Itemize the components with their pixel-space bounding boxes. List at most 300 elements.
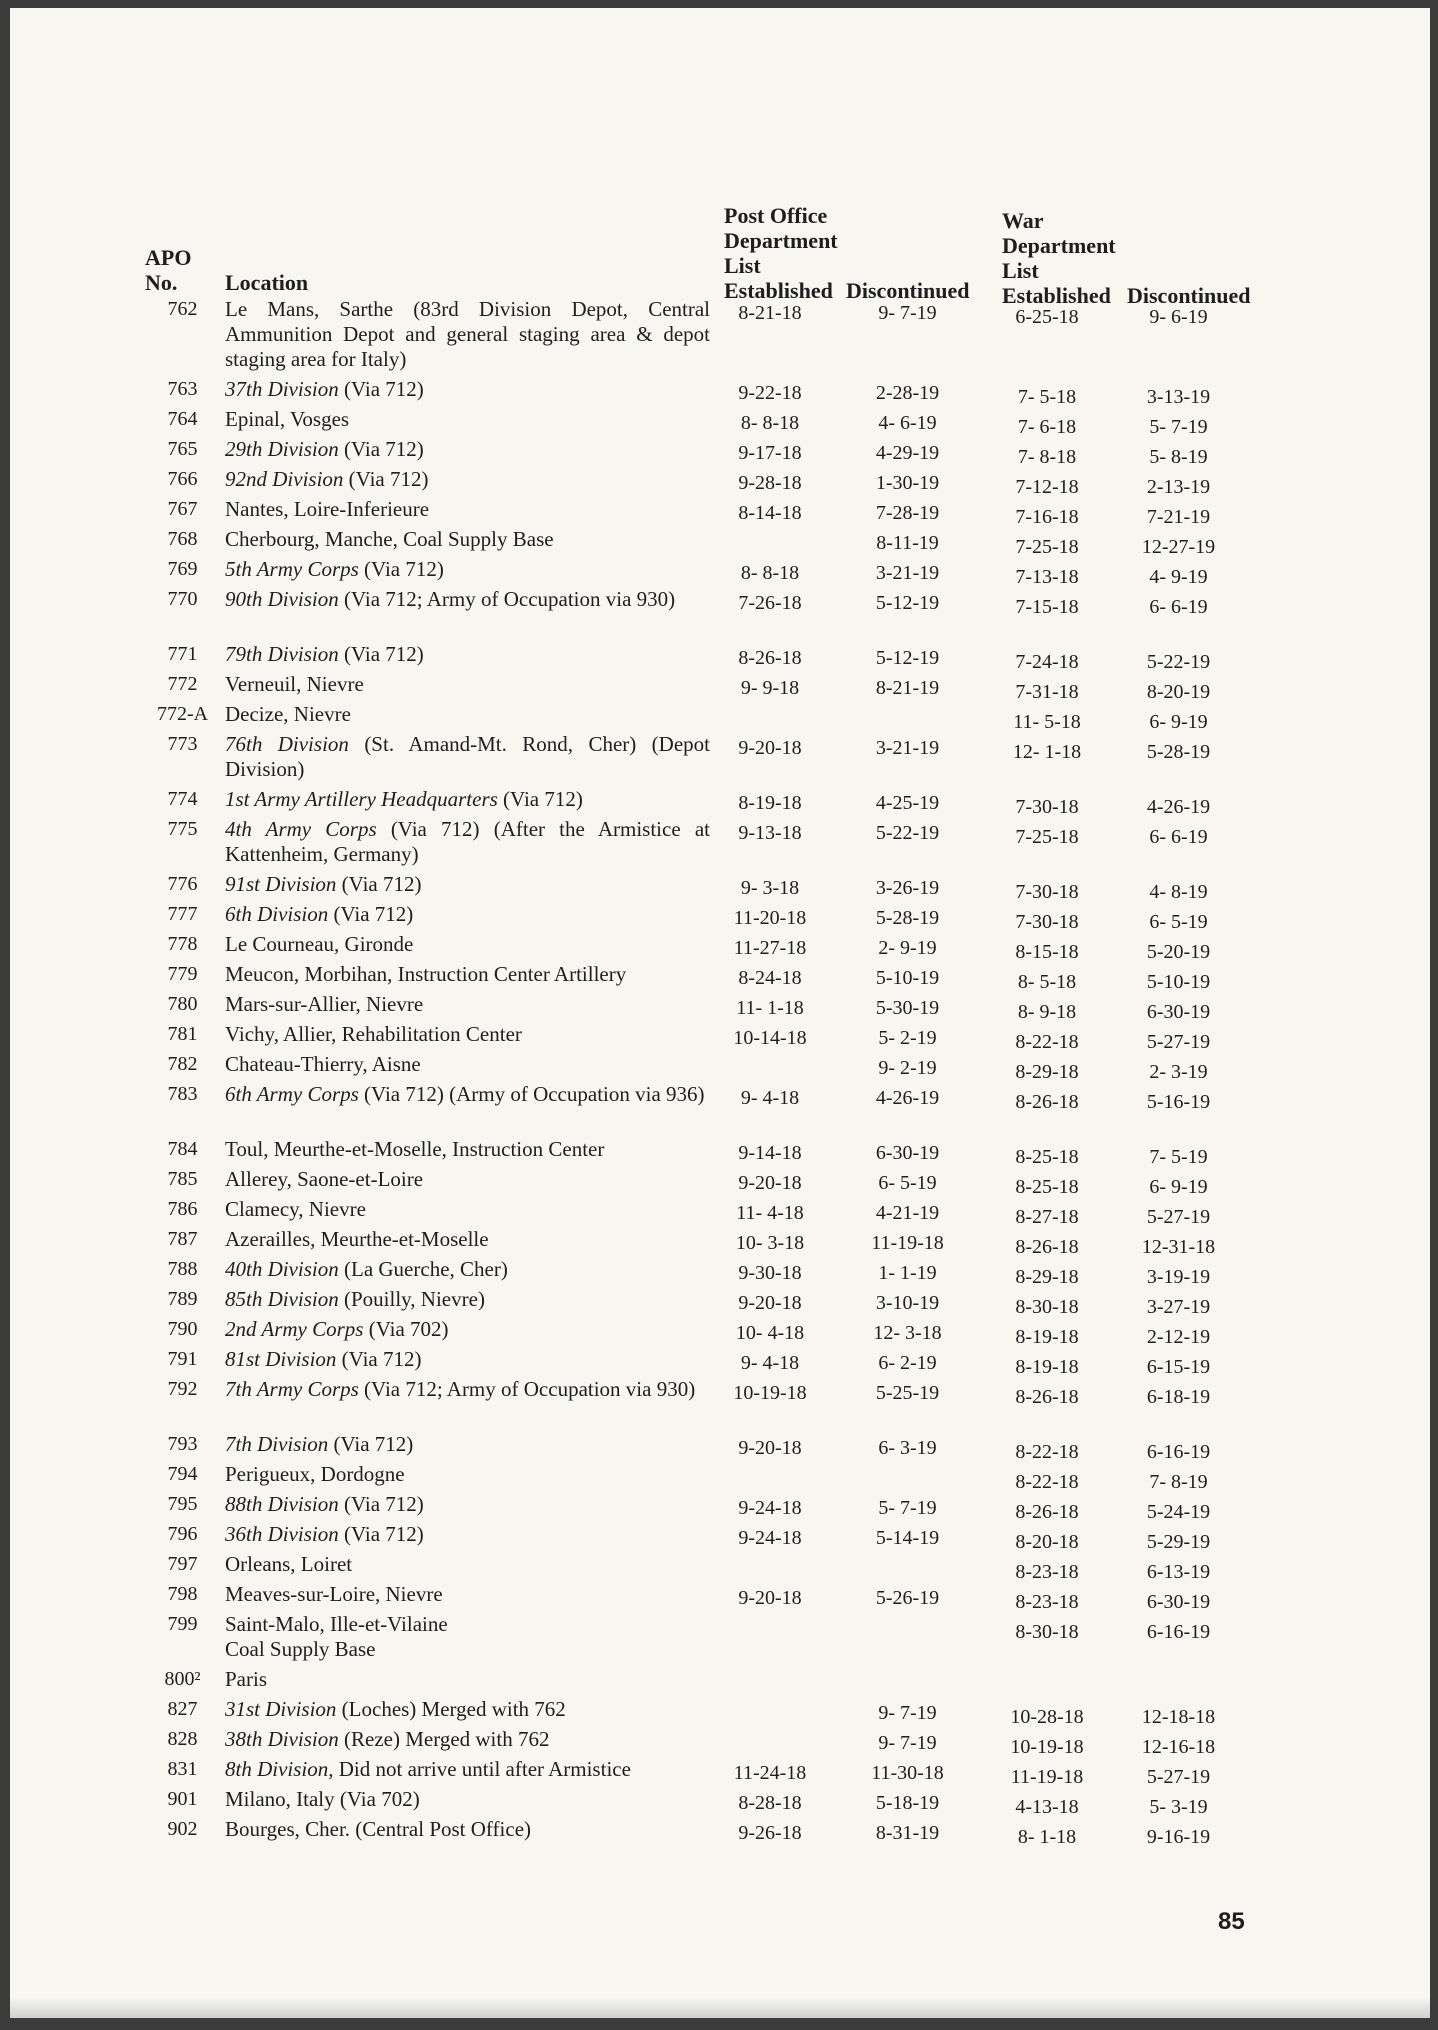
wd-established-date: 8-26-18 — [1015, 1236, 1079, 1258]
wd-established-date: 10-28-18 — [1010, 1706, 1084, 1728]
location-text: (Via 712) — [328, 1432, 414, 1456]
location-text: (Via 712) (Army of Occupation via 936) — [358, 1082, 705, 1106]
unit-name: 1st Army Artillery Headquarters — [225, 787, 498, 811]
location-text: Cherbourg, Manche, Coal Supply Base — [225, 527, 554, 551]
po-discontinued-date: 5-12-19 — [875, 592, 940, 614]
wd-established-date: 8-25-18 — [1015, 1146, 1079, 1168]
wd-established-date: 8-29-18 — [1015, 1061, 1079, 1083]
po-established-date: 9- 4-18 — [740, 1352, 800, 1374]
location-text: Vichy, Allier, Rehabilitation Center — [225, 1022, 522, 1046]
location-text: (Via 712) — [338, 377, 424, 401]
unit-name: 90th Division — [225, 587, 339, 611]
location-text: (La Guerche, Cher) — [338, 1257, 508, 1281]
po-established-date: 10-14-18 — [733, 1027, 807, 1049]
apo-number: 773 — [167, 733, 198, 755]
table-row — [10, 407, 1430, 437]
location-cell — [225, 1317, 710, 1342]
location-text: Perigueux, Dordogne — [225, 1462, 405, 1486]
po-discontinued-date: 4- 6-19 — [878, 412, 937, 434]
po-established-date: 9-24-18 — [738, 1497, 802, 1519]
po-established-date: 11-24-18 — [733, 1762, 807, 1784]
location-text: Did not arrive until after Armistice — [333, 1757, 631, 1781]
location-cell — [225, 1522, 710, 1547]
wd-discontinued-date: 7-21-19 — [1146, 506, 1211, 528]
table-row — [10, 1287, 1430, 1317]
wd-discontinued-date: 5-16-19 — [1146, 1091, 1211, 1113]
location-cell — [225, 1197, 710, 1222]
wd-discontinued-date: 5-27-19 — [1146, 1206, 1211, 1228]
apo-number: 795 — [167, 1493, 198, 1515]
po-established-date: 9-14-18 — [738, 1142, 802, 1164]
location-cell — [225, 872, 710, 897]
table-row — [10, 1697, 1430, 1727]
apo-number: 782 — [167, 1053, 198, 1075]
location-cell — [225, 962, 710, 987]
table-row — [10, 787, 1430, 817]
apo-number: 827 — [167, 1698, 198, 1720]
location-cell — [225, 557, 710, 582]
wd-established-date: 8-19-18 — [1015, 1356, 1079, 1378]
unit-name: 4th Army Corps — [225, 817, 377, 841]
location-cell — [225, 817, 710, 867]
po-established-date: 9-28-18 — [738, 472, 802, 494]
wd-established-date: 8-26-18 — [1015, 1386, 1079, 1408]
location-text: Meaves-sur-Loire, Nievre — [225, 1582, 443, 1606]
apo-number: 775 — [167, 818, 198, 840]
wd-established-date: 8-27-18 — [1015, 1206, 1079, 1228]
apo-number: 769 — [167, 558, 198, 580]
po-discontinued-date: 11-30-18 — [871, 1762, 944, 1784]
unit-name: 40th Division — [225, 1257, 339, 1281]
wd-established-date: 6-25-18 — [1015, 306, 1079, 328]
unit-name: 7th Division — [225, 1432, 329, 1456]
location-cell — [225, 1052, 710, 1077]
wd-discontinued-date: 6-15-19 — [1146, 1356, 1211, 1378]
wd-discontinued-date: 5- 3-19 — [1149, 1796, 1208, 1818]
table-row — [10, 1317, 1430, 1347]
apo-number: 780 — [167, 993, 198, 1015]
wd-established-date: 4-13-18 — [1015, 1796, 1079, 1818]
location-text: Verneuil, Nievre — [225, 672, 364, 696]
unit-name: 2nd Army Corps — [225, 1317, 364, 1341]
table-row — [10, 1787, 1430, 1817]
location-cell — [225, 1817, 710, 1842]
wd-discontinued-date: 9-16-19 — [1146, 1826, 1211, 1848]
wd-established-date: 8-30-18 — [1015, 1621, 1079, 1643]
apo-number: 828 — [167, 1728, 198, 1750]
header-po-discontinued: Discontinued — [846, 278, 970, 303]
po-discontinued-date: 5-10-19 — [875, 967, 940, 989]
wd-established-date: 11- 5-18 — [1013, 711, 1081, 733]
location-text: (Loches) Merged with 762 — [336, 1697, 566, 1721]
location-cell — [225, 1227, 710, 1252]
wd-established-date: 7- 5-18 — [1017, 386, 1077, 408]
location-text: (Via 712) — [358, 557, 444, 581]
apo-table-body — [10, 297, 1430, 1847]
wd-discontinued-date: 5-27-19 — [1146, 1031, 1211, 1053]
location-text: (Via 702) — [363, 1317, 449, 1341]
table-row — [10, 1137, 1430, 1167]
table-row — [10, 437, 1430, 467]
location-cell — [225, 1137, 710, 1162]
location-cell — [225, 732, 710, 782]
wd-established-date: 8-22-18 — [1015, 1031, 1079, 1053]
location-text: Paris — [225, 1667, 267, 1691]
po-established-date: 9-20-18 — [738, 737, 802, 759]
unit-name: 92nd Division — [225, 467, 344, 491]
page-number: 85 — [1218, 1908, 1245, 1935]
po-discontinued-date: 5-25-19 — [875, 1382, 940, 1404]
wd-discontinued-date: 9- 6-19 — [1149, 306, 1208, 328]
po-discontinued-date: 5-22-19 — [875, 822, 940, 844]
wd-established-date: 8-23-18 — [1015, 1591, 1079, 1613]
apo-number: 784 — [167, 1138, 198, 1160]
wd-discontinued-date: 12-18-18 — [1141, 1706, 1216, 1728]
apo-number: 778 — [167, 933, 198, 955]
po-established-date: 9-24-18 — [738, 1527, 802, 1549]
po-established-date: 8- 8-18 — [740, 562, 800, 584]
wd-discontinued-date: 6-30-19 — [1146, 1591, 1211, 1613]
wd-discontinued-date: 7- 8-19 — [1149, 1471, 1208, 1493]
po-established-date: 8-19-18 — [738, 792, 802, 814]
wd-established-date: 11-19-18 — [1010, 1766, 1084, 1788]
po-established-date: 8- 8-18 — [740, 412, 800, 434]
wd-discontinued-date: 6- 9-19 — [1149, 711, 1208, 733]
wd-established-date: 7-31-18 — [1015, 681, 1079, 703]
apo-number: 902 — [167, 1818, 198, 1840]
table-row — [10, 1377, 1430, 1432]
table-row — [10, 527, 1430, 557]
apo-number: 770 — [167, 588, 198, 610]
po-discontinued-date: 5-12-19 — [875, 647, 940, 669]
wd-established-date: 8- 9-18 — [1017, 1001, 1077, 1023]
po-discontinued-date: 3-21-19 — [875, 737, 940, 759]
wd-discontinued-date: 4- 8-19 — [1149, 881, 1208, 903]
po-discontinued-date: 3-10-19 — [875, 1292, 940, 1314]
wd-established-date: 7-16-18 — [1015, 506, 1079, 528]
wd-discontinued-date: 3-27-19 — [1146, 1296, 1211, 1318]
location-cell — [225, 1377, 710, 1402]
table-row — [10, 1582, 1430, 1612]
po-discontinued-date: 5-30-19 — [875, 997, 940, 1019]
table-row — [10, 1522, 1430, 1552]
table-header — [10, 203, 1430, 308]
po-established-date: 8-28-18 — [738, 1792, 802, 1814]
po-established-date: 10-19-18 — [733, 1382, 807, 1404]
wd-discontinued-date: 2-13-19 — [1146, 476, 1211, 498]
table-row — [10, 1492, 1430, 1522]
apo-number: 800² — [164, 1668, 201, 1690]
location-text: (Via 712) — [338, 642, 424, 666]
location-cell — [225, 1552, 710, 1577]
po-discontinued-date: 7-28-19 — [875, 502, 940, 524]
table-row — [10, 297, 1430, 377]
po-established-date: 9-20-18 — [738, 1587, 802, 1609]
document-page — [10, 8, 1430, 2018]
table-row — [10, 1552, 1430, 1582]
po-discontinued-date: 6- 3-19 — [878, 1437, 937, 1459]
wd-established-date: 7-24-18 — [1015, 651, 1079, 673]
po-established-date: 11-20-18 — [733, 907, 807, 929]
unit-name: 88th Division — [225, 1492, 339, 1516]
apo-number: 787 — [167, 1228, 198, 1250]
header-wd-established: Established — [1002, 283, 1111, 308]
location-text: (Via 712) — [338, 437, 424, 461]
unit-name: 8th Division, — [225, 1757, 334, 1781]
table-row — [10, 1462, 1430, 1492]
wd-discontinued-date: 5-27-19 — [1146, 1766, 1211, 1788]
location-text: (St. Amand-Mt. Rond, Cher) (Depot Division) — [225, 732, 710, 781]
location-cell — [225, 992, 710, 1017]
apo-number: 768 — [167, 528, 198, 550]
location-text: (Via 712) — [338, 1522, 424, 1546]
apo-number: 788 — [167, 1258, 198, 1280]
wd-discontinued-date: 6-16-19 — [1146, 1621, 1211, 1643]
table-row — [10, 1052, 1430, 1082]
table-row — [10, 1227, 1430, 1257]
po-established-date: 11- 4-18 — [736, 1202, 804, 1224]
wd-established-date: 8-26-18 — [1015, 1091, 1079, 1113]
po-discontinued-date: 2- 9-19 — [878, 937, 937, 959]
wd-discontinued-date: 6-16-19 — [1146, 1441, 1211, 1463]
location-cell — [225, 1432, 710, 1457]
wd-established-date: 7- 8-18 — [1017, 446, 1077, 468]
table-row — [10, 642, 1430, 672]
apo-number: 764 — [167, 408, 198, 430]
header-apo: APO No. — [145, 245, 192, 295]
location-cell — [225, 642, 710, 667]
po-discontinued-date: 12- 3-18 — [873, 1322, 942, 1344]
po-discontinued-date: 6-30-19 — [875, 1142, 940, 1164]
header-war-department-list: War Department List — [1002, 208, 1116, 283]
po-discontinued-date: 5- 2-19 — [878, 1027, 937, 1049]
wd-established-date: 10-19-18 — [1010, 1736, 1084, 1758]
wd-discontinued-date: 6-18-19 — [1146, 1386, 1211, 1408]
table-row — [10, 872, 1430, 902]
apo-number: 831 — [167, 1758, 198, 1780]
location-text: (Via 712) — [338, 1492, 424, 1516]
po-established-date: 8-21-18 — [738, 302, 802, 324]
apo-number: 789 — [167, 1288, 198, 1310]
po-discontinued-date: 8-21-19 — [875, 677, 940, 699]
unit-name: 29th Division — [225, 437, 339, 461]
po-discontinued-date: 3-21-19 — [875, 562, 940, 584]
apo-number: 794 — [167, 1463, 198, 1485]
po-established-date: 9-30-18 — [738, 1262, 802, 1284]
location-text: Le Courneau, Gironde — [225, 932, 414, 956]
location-cell — [225, 1582, 710, 1607]
po-discontinued-date: 9- 7-19 — [878, 1732, 937, 1754]
table-row — [10, 1197, 1430, 1227]
apo-number: 767 — [167, 498, 198, 520]
location-text: Chateau-Thierry, Aisne — [225, 1052, 421, 1076]
location-cell — [225, 1462, 710, 1487]
location-text: (Via 712; Army of Occupation via 930) — [338, 587, 676, 611]
wd-discontinued-date: 4- 9-19 — [1149, 566, 1208, 588]
location-text: Nantes, Loire-Inferieure — [225, 497, 430, 521]
apo-number: 783 — [167, 1083, 198, 1105]
po-established-date: 11- 1-18 — [736, 997, 804, 1019]
apo-number: 772 — [167, 673, 198, 695]
location-cell — [225, 437, 710, 462]
po-established-date: 9-20-18 — [738, 1292, 802, 1314]
wd-discontinued-date: 5-24-19 — [1146, 1501, 1211, 1523]
location-text: Milano, Italy (Via 702) — [225, 1787, 420, 1811]
table-row — [10, 817, 1430, 872]
wd-established-date: 7-13-18 — [1015, 566, 1079, 588]
table-row — [10, 1612, 1430, 1667]
wd-discontinued-date: 2- 3-19 — [1149, 1061, 1208, 1083]
wd-established-date: 8- 5-18 — [1017, 971, 1077, 993]
table-row — [10, 557, 1430, 587]
apo-number: 791 — [167, 1348, 198, 1370]
po-discontinued-date: 11-19-18 — [871, 1232, 944, 1254]
po-established-date: 9-20-18 — [738, 1172, 802, 1194]
wd-discontinued-date: 7- 5-19 — [1149, 1146, 1208, 1168]
location-cell — [225, 672, 710, 697]
unit-name: 6th Army Corps — [225, 1082, 359, 1106]
header-po-established: Established — [724, 278, 833, 303]
po-discontinued-date: 5-18-19 — [875, 1792, 940, 1814]
wd-discontinued-date: 5-20-19 — [1146, 941, 1211, 963]
location-cell — [225, 1492, 710, 1517]
location-cell — [225, 1787, 710, 1812]
table-row — [10, 377, 1430, 407]
wd-established-date: 7-25-18 — [1015, 826, 1079, 848]
wd-discontinued-date: 5-29-19 — [1146, 1531, 1211, 1553]
location-cell — [225, 527, 710, 552]
location-cell — [225, 702, 710, 727]
unit-name: 31st Division — [225, 1697, 337, 1721]
location-text: Le Mans, Sarthe (83rd Division Depot, Central Ammunition Depot and general staging area & depot staging area for Italy) — [225, 297, 710, 371]
wd-established-date: 8-26-18 — [1015, 1501, 1079, 1523]
apo-number: 762 — [167, 298, 198, 320]
unit-name: 91st Division — [225, 872, 337, 896]
apo-number: 796 — [167, 1523, 198, 1545]
unit-name: 7th Army Corps — [225, 1377, 359, 1401]
po-discontinued-date: 4-21-19 — [875, 1202, 940, 1224]
location-text: Azerailles, Meurthe-et-Moselle — [225, 1227, 489, 1251]
location-cell — [225, 1347, 710, 1372]
apo-number: 786 — [167, 1198, 198, 1220]
po-discontinued-date: 1- 1-19 — [878, 1262, 937, 1284]
location-text: Clamecy, Nievre — [225, 1197, 366, 1221]
wd-discontinued-date: 8-20-19 — [1146, 681, 1211, 703]
table-row — [10, 962, 1430, 992]
location-text: Mars-sur-Allier, Nievre — [225, 992, 424, 1016]
table-row — [10, 672, 1430, 702]
po-established-date: 11-27-18 — [733, 937, 807, 959]
apo-number: 774 — [167, 788, 198, 810]
apo-number: 763 — [167, 378, 198, 400]
wd-discontinued-date: 12-16-18 — [1141, 1736, 1216, 1758]
apo-number: 766 — [167, 468, 198, 490]
po-discontinued-date: 3-26-19 — [875, 877, 940, 899]
po-established-date: 9-17-18 — [738, 442, 802, 464]
location-cell — [225, 1612, 710, 1662]
table-row — [10, 732, 1430, 787]
table-row — [10, 497, 1430, 527]
header-post-office-list: Post Office Department List — [724, 203, 838, 278]
wd-discontinued-date: 6- 5-19 — [1149, 911, 1208, 933]
po-discontinued-date: 8-11-19 — [876, 532, 939, 554]
location-text: Epinal, Vosges — [225, 407, 350, 431]
wd-established-date: 8-20-18 — [1015, 1531, 1079, 1553]
wd-discontinued-date: 6- 6-19 — [1149, 826, 1208, 848]
po-discontinued-date: 9- 2-19 — [878, 1057, 937, 1079]
apo-number: 798 — [167, 1583, 198, 1605]
apo-number: 793 — [167, 1433, 198, 1455]
apo-number: 901 — [167, 1788, 198, 1810]
po-discontinued-date: 1-30-19 — [875, 472, 940, 494]
wd-established-date: 7- 6-18 — [1017, 416, 1077, 438]
table-row — [10, 1257, 1430, 1287]
apo-number: 785 — [167, 1168, 198, 1190]
location-cell — [225, 1697, 710, 1722]
location-text: Orleans, Loiret — [225, 1552, 353, 1576]
table-row — [10, 1082, 1430, 1137]
table-row — [10, 902, 1430, 932]
unit-name: 76th Division — [225, 732, 349, 756]
location-cell — [225, 497, 710, 522]
table-row — [10, 1432, 1430, 1462]
po-established-date: 9-22-18 — [738, 382, 802, 404]
po-established-date: 9-20-18 — [738, 1437, 802, 1459]
table-row — [10, 467, 1430, 497]
wd-established-date: 8-30-18 — [1015, 1296, 1079, 1318]
wd-discontinued-date: 5-10-19 — [1146, 971, 1211, 993]
location-cell — [225, 902, 710, 927]
location-text: (Via 712) — [336, 1347, 422, 1371]
apo-number: 776 — [167, 873, 198, 895]
location-cell — [225, 587, 710, 612]
table-row — [10, 992, 1430, 1022]
po-established-date: 7-26-18 — [738, 592, 802, 614]
wd-established-date: 12- 1-18 — [1012, 741, 1082, 763]
header-wd-discontinued: Discontinued — [1127, 283, 1251, 308]
wd-discontinued-date: 6-13-19 — [1146, 1561, 1211, 1583]
location-cell — [225, 1727, 710, 1752]
wd-discontinued-date: 3-19-19 — [1146, 1266, 1211, 1288]
po-established-date: 10- 4-18 — [735, 1322, 805, 1344]
po-discontinued-date: 5-28-19 — [875, 907, 940, 929]
wd-discontinued-date: 6-30-19 — [1146, 1001, 1211, 1023]
wd-established-date: 8- 1-18 — [1017, 1826, 1077, 1848]
table-row — [10, 1022, 1430, 1052]
table-row — [10, 1727, 1430, 1757]
location-cell — [225, 1257, 710, 1282]
location-text: (Via 712) — [343, 467, 429, 491]
po-discontinued-date: 5- 7-19 — [878, 1497, 937, 1519]
unit-name: 5th Army Corps — [225, 557, 359, 581]
location-text: Toul, Meurthe-et-Moselle, Instruction Center — [225, 1137, 605, 1161]
po-established-date: 9- 4-18 — [740, 1087, 800, 1109]
po-established-date: 8-26-18 — [738, 647, 802, 669]
wd-discontinued-date: 12-31-18 — [1141, 1236, 1216, 1258]
table-row — [10, 587, 1430, 642]
po-discontinued-date: 9- 7-19 — [878, 1702, 937, 1724]
wd-discontinued-date: 5-28-19 — [1146, 741, 1211, 763]
table-row — [10, 1817, 1430, 1847]
po-established-date: 10- 3-18 — [735, 1232, 805, 1254]
location-text: (Via 712) — [336, 872, 422, 896]
location-text: (Pouilly, Nievre) — [338, 1287, 485, 1311]
wd-established-date: 7-30-18 — [1015, 881, 1079, 903]
wd-established-date: 7-30-18 — [1015, 911, 1079, 933]
wd-established-date: 7-12-18 — [1015, 476, 1079, 498]
po-discontinued-date: 4-29-19 — [875, 442, 940, 464]
location-text: (Reze) Merged with 762 — [338, 1727, 550, 1751]
